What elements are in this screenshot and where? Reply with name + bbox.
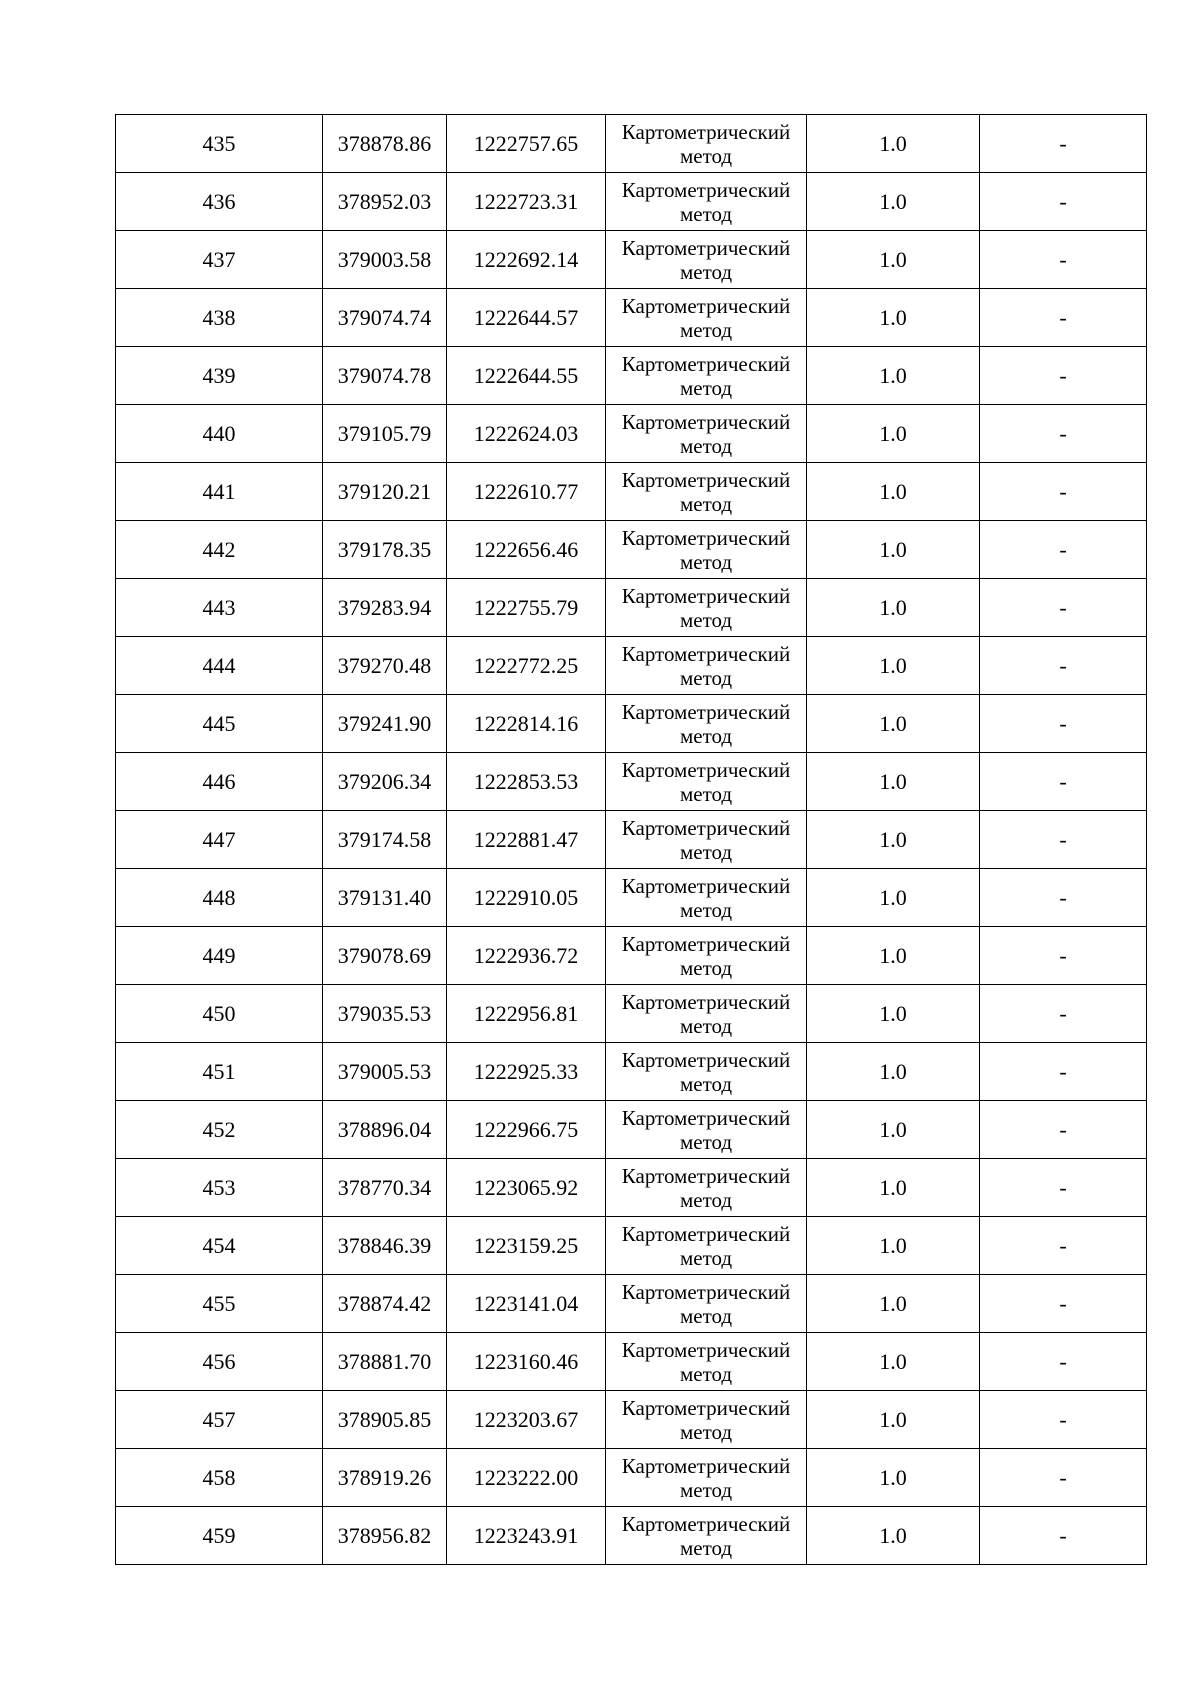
x-coordinate-cell: 378896.04 [323,1101,447,1159]
method-cell: Картометрический метод [606,1043,807,1101]
extra-cell: - [980,405,1147,463]
y-coordinate-cell: 1223203.67 [447,1391,606,1449]
accuracy-cell: 1.0 [807,521,980,579]
x-coordinate-cell: 379078.69 [323,927,447,985]
method-cell: Картометрический метод [606,405,807,463]
accuracy-cell: 1.0 [807,927,980,985]
extra-cell: - [980,695,1147,753]
accuracy-cell: 1.0 [807,1159,980,1217]
point-number-cell: 443 [116,579,323,637]
y-coordinate-cell: 1222624.03 [447,405,606,463]
table-row [116,347,1147,405]
y-coordinate-cell: 1222644.57 [447,289,606,347]
x-coordinate-cell: 378952.03 [323,173,447,231]
table-row [116,985,1147,1043]
extra-cell: - [980,521,1147,579]
method-cell: Картометрический метод [606,1217,807,1275]
point-number-cell: 451 [116,1043,323,1101]
x-coordinate-cell: 379174.58 [323,811,447,869]
table-row [116,463,1147,521]
y-coordinate-cell: 1222610.77 [447,463,606,521]
extra-cell: - [980,1217,1147,1275]
method-cell: Картометрический метод [606,869,807,927]
table-row [116,405,1147,463]
y-coordinate-cell: 1222910.05 [447,869,606,927]
x-coordinate-cell: 378770.34 [323,1159,447,1217]
extra-cell: - [980,1275,1147,1333]
x-coordinate-cell: 378881.70 [323,1333,447,1391]
point-number-cell: 445 [116,695,323,753]
method-cell: Картометрический метод [606,289,807,347]
method-cell: Картометрический метод [606,1159,807,1217]
table-row [116,579,1147,637]
x-coordinate-cell: 379003.58 [323,231,447,289]
point-number-cell: 458 [116,1449,323,1507]
y-coordinate-cell: 1222692.14 [447,231,606,289]
table-row [116,869,1147,927]
extra-cell: - [980,1333,1147,1391]
extra-cell: - [980,115,1147,173]
point-number-cell: 459 [116,1507,323,1565]
table-row [116,1449,1147,1507]
y-coordinate-cell: 1222814.16 [447,695,606,753]
table-row [116,811,1147,869]
y-coordinate-cell: 1222723.31 [447,173,606,231]
extra-cell: - [980,869,1147,927]
point-number-cell: 450 [116,985,323,1043]
x-coordinate-cell: 379105.79 [323,405,447,463]
point-number-cell: 441 [116,463,323,521]
y-coordinate-cell: 1222755.79 [447,579,606,637]
table-row [116,1159,1147,1217]
extra-cell: - [980,463,1147,521]
table-row [116,1507,1147,1565]
table-row [116,173,1147,231]
x-coordinate-cell: 379035.53 [323,985,447,1043]
extra-cell: - [980,1043,1147,1101]
extra-cell: - [980,579,1147,637]
method-cell: Картометрический метод [606,927,807,985]
table-row [116,927,1147,985]
point-number-cell: 436 [116,173,323,231]
accuracy-cell: 1.0 [807,1333,980,1391]
point-number-cell: 446 [116,753,323,811]
extra-cell: - [980,1391,1147,1449]
y-coordinate-cell: 1222966.75 [447,1101,606,1159]
accuracy-cell: 1.0 [807,1043,980,1101]
method-cell: Картометрический метод [606,695,807,753]
extra-cell: - [980,927,1147,985]
point-number-cell: 453 [116,1159,323,1217]
x-coordinate-cell: 378905.85 [323,1391,447,1449]
y-coordinate-cell: 1223141.04 [447,1275,606,1333]
point-number-cell: 452 [116,1101,323,1159]
y-coordinate-cell: 1223159.25 [447,1217,606,1275]
point-number-cell: 440 [116,405,323,463]
x-coordinate-cell: 379120.21 [323,463,447,521]
x-coordinate-cell: 379270.48 [323,637,447,695]
method-cell: Картометрический метод [606,115,807,173]
method-cell: Картометрический метод [606,1507,807,1565]
accuracy-cell: 1.0 [807,1101,980,1159]
accuracy-cell: 1.0 [807,869,980,927]
y-coordinate-cell: 1222656.46 [447,521,606,579]
accuracy-cell: 1.0 [807,405,980,463]
extra-cell: - [980,1101,1147,1159]
x-coordinate-cell: 379283.94 [323,579,447,637]
extra-cell: - [980,173,1147,231]
accuracy-cell: 1.0 [807,289,980,347]
x-coordinate-cell: 379241.90 [323,695,447,753]
coordinates-table-body [116,115,1147,1565]
method-cell: Картометрический метод [606,985,807,1043]
method-cell: Картометрический метод [606,637,807,695]
extra-cell: - [980,637,1147,695]
point-number-cell: 449 [116,927,323,985]
y-coordinate-cell: 1222936.72 [447,927,606,985]
accuracy-cell: 1.0 [807,115,980,173]
accuracy-cell: 1.0 [807,347,980,405]
accuracy-cell: 1.0 [807,695,980,753]
extra-cell: - [980,1449,1147,1507]
x-coordinate-cell: 378878.86 [323,115,447,173]
y-coordinate-cell: 1222772.25 [447,637,606,695]
method-cell: Картометрический метод [606,579,807,637]
y-coordinate-cell: 1222956.81 [447,985,606,1043]
y-coordinate-cell: 1223222.00 [447,1449,606,1507]
extra-cell: - [980,347,1147,405]
table-row [116,753,1147,811]
table-row [116,521,1147,579]
accuracy-cell: 1.0 [807,1275,980,1333]
x-coordinate-cell: 379005.53 [323,1043,447,1101]
accuracy-cell: 1.0 [807,231,980,289]
method-cell: Картометрический метод [606,173,807,231]
extra-cell: - [980,289,1147,347]
x-coordinate-cell: 378956.82 [323,1507,447,1565]
point-number-cell: 438 [116,289,323,347]
point-number-cell: 448 [116,869,323,927]
x-coordinate-cell: 379074.74 [323,289,447,347]
extra-cell: - [980,985,1147,1043]
point-number-cell: 454 [116,1217,323,1275]
table-row [116,231,1147,289]
point-number-cell: 455 [116,1275,323,1333]
table-row [116,1043,1147,1101]
accuracy-cell: 1.0 [807,1507,980,1565]
table-row [116,1275,1147,1333]
x-coordinate-cell: 378919.26 [323,1449,447,1507]
extra-cell: - [980,811,1147,869]
accuracy-cell: 1.0 [807,579,980,637]
x-coordinate-cell: 379178.35 [323,521,447,579]
method-cell: Картометрический метод [606,1275,807,1333]
accuracy-cell: 1.0 [807,463,980,521]
method-cell: Картометрический метод [606,1391,807,1449]
y-coordinate-cell: 1223065.92 [447,1159,606,1217]
point-number-cell: 456 [116,1333,323,1391]
accuracy-cell: 1.0 [807,1449,980,1507]
table-row [116,289,1147,347]
extra-cell: - [980,753,1147,811]
table-row [116,115,1147,173]
y-coordinate-cell: 1222644.55 [447,347,606,405]
x-coordinate-cell: 379074.78 [323,347,447,405]
y-coordinate-cell: 1222757.65 [447,115,606,173]
table-row [116,1391,1147,1449]
x-coordinate-cell: 379206.34 [323,753,447,811]
point-number-cell: 435 [116,115,323,173]
table-row [116,637,1147,695]
method-cell: Картометрический метод [606,1333,807,1391]
accuracy-cell: 1.0 [807,811,980,869]
y-coordinate-cell: 1222881.47 [447,811,606,869]
y-coordinate-cell: 1223243.91 [447,1507,606,1565]
point-number-cell: 457 [116,1391,323,1449]
y-coordinate-cell: 1223160.46 [447,1333,606,1391]
accuracy-cell: 1.0 [807,637,980,695]
point-number-cell: 442 [116,521,323,579]
accuracy-cell: 1.0 [807,173,980,231]
x-coordinate-cell: 378846.39 [323,1217,447,1275]
table-row [116,695,1147,753]
method-cell: Картометрический метод [606,1449,807,1507]
table-row [116,1101,1147,1159]
extra-cell: - [980,1159,1147,1217]
method-cell: Картометрический метод [606,463,807,521]
point-number-cell: 447 [116,811,323,869]
extra-cell: - [980,1507,1147,1565]
accuracy-cell: 1.0 [807,1217,980,1275]
method-cell: Картометрический метод [606,811,807,869]
table-row [116,1217,1147,1275]
method-cell: Картометрический метод [606,231,807,289]
x-coordinate-cell: 378874.42 [323,1275,447,1333]
point-number-cell: 437 [116,231,323,289]
accuracy-cell: 1.0 [807,753,980,811]
x-coordinate-cell: 379131.40 [323,869,447,927]
method-cell: Картометрический метод [606,1101,807,1159]
point-number-cell: 439 [116,347,323,405]
table-row [116,1333,1147,1391]
y-coordinate-cell: 1222853.53 [447,753,606,811]
point-number-cell: 444 [116,637,323,695]
coordinates-table [115,114,1147,1565]
method-cell: Картометрический метод [606,347,807,405]
accuracy-cell: 1.0 [807,1391,980,1449]
extra-cell: - [980,231,1147,289]
y-coordinate-cell: 1222925.33 [447,1043,606,1101]
accuracy-cell: 1.0 [807,985,980,1043]
method-cell: Картометрический метод [606,521,807,579]
method-cell: Картометрический метод [606,753,807,811]
